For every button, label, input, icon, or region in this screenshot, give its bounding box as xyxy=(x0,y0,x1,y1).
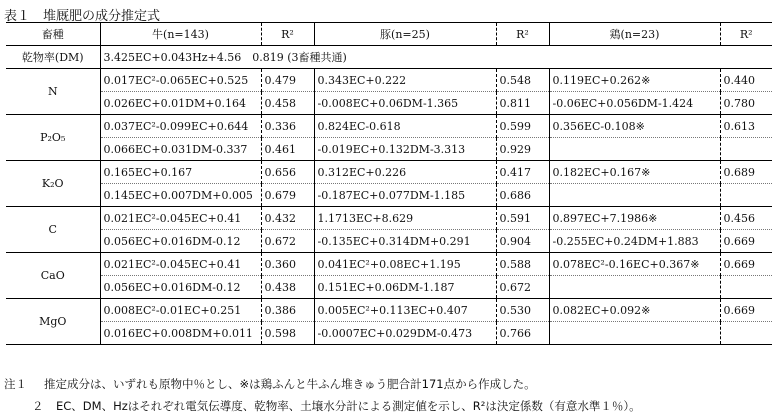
formula-cell: 0.343EC+0.222 xyxy=(314,69,496,92)
r2-cell: 0.417 xyxy=(496,161,549,184)
formula-cell: 0.056EC+0.016DM-0.12 xyxy=(100,230,261,253)
dm-formula: 3.425EC+0.043Hz+4.56 0.819 (3畜種共通) xyxy=(103,51,347,64)
table-row xyxy=(6,276,772,299)
formula-cell: 0.897EC+7.1986※ xyxy=(549,207,720,230)
formula-cell xyxy=(549,276,720,299)
formula-cell: -0.008EC+0.06DM-1.365 xyxy=(314,92,496,115)
r2-cell xyxy=(720,184,772,207)
table-row xyxy=(6,230,772,253)
r2-cell: 0.440 xyxy=(720,69,772,92)
header-r2-chicken: R² xyxy=(720,23,772,46)
formula-cell: 1.1713EC+8.629 xyxy=(314,207,496,230)
table-row xyxy=(6,161,772,184)
formula-cell: 0.082EC+0.092※ xyxy=(549,299,720,322)
r2-cell xyxy=(720,322,772,345)
r2-cell: 0.336 xyxy=(261,115,314,138)
formula-cell: 0.312EC+0.226 xyxy=(314,161,496,184)
r2-cell: 0.672 xyxy=(261,230,314,253)
formula-cell: 0.005EC²+0.113EC+0.407 xyxy=(314,299,496,322)
formula-cell: 0.182EC+0.167※ xyxy=(549,161,720,184)
component-label: CaO xyxy=(6,253,100,299)
table-caption: 表１ 堆厩肥の成分推定式 xyxy=(4,9,161,24)
note-2-label: ２ xyxy=(32,399,44,413)
r2-cell: 0.904 xyxy=(496,230,549,253)
note-1-text: 推定成分は、いずれも原物中％とし、※は鶏ふんと牛ふん堆きゅう肥合計171点から作成した。 xyxy=(44,377,536,391)
table-row xyxy=(6,253,772,276)
formula-cell: 0.017EC²-0.065EC+0.525 xyxy=(100,69,261,92)
header-cow: 牛(n=143) xyxy=(100,23,261,46)
formula-cell: -0.255EC+0.24DM+1.883 xyxy=(549,230,720,253)
formula-cell: 0.151EC+0.06DM-1.187 xyxy=(314,276,496,299)
formula-cell xyxy=(549,184,720,207)
note-2-text: EC、DM、Hzはそれぞれ電気伝導度、乾物率、土壌水分計による測定値を示し、R²は決定係数（有意水準１％）。 xyxy=(56,399,641,413)
r2-cell: 0.811 xyxy=(496,92,549,115)
r2-cell: 0.679 xyxy=(261,184,314,207)
table-row xyxy=(6,299,772,322)
table-row xyxy=(6,184,772,207)
formula-cell: 0.037EC²-0.099EC+0.644 xyxy=(100,115,261,138)
formula-cell: -0.019EC+0.132DM-3.313 xyxy=(314,138,496,161)
r2-cell: 0.360 xyxy=(261,253,314,276)
header-livestock: 畜種 xyxy=(6,23,100,46)
r2-cell xyxy=(720,138,772,161)
component-label: K₂O xyxy=(6,161,100,207)
formula-cell: 0.145EC+0.007DM+0.005 xyxy=(100,184,261,207)
formula-cell: -0.0007EC+0.029DM-0.473 xyxy=(314,322,496,345)
r2-cell: 0.780 xyxy=(720,92,772,115)
note-2 xyxy=(4,395,641,417)
r2-cell: 0.689 xyxy=(720,161,772,184)
formula-cell: 0.165EC+0.167 xyxy=(100,161,261,184)
table-notes xyxy=(4,373,641,417)
formula-cell xyxy=(549,138,720,161)
component-label: MgO xyxy=(6,299,100,345)
r2-cell: 0.588 xyxy=(496,253,549,276)
r2-cell: 0.458 xyxy=(261,92,314,115)
formula-cell: 0.016EC+0.008DM+0.011 xyxy=(100,322,261,345)
dm-label: 乾物率(DM) xyxy=(6,46,100,69)
r2-cell: 0.656 xyxy=(261,161,314,184)
r2-cell: 0.686 xyxy=(496,184,549,207)
r2-cell: 0.438 xyxy=(261,276,314,299)
formula-cell: 0.356EC-0.108※ xyxy=(549,115,720,138)
table-row xyxy=(6,138,772,161)
r2-cell: 0.479 xyxy=(261,69,314,92)
formula-cell: 0.066EC+0.031DM-0.337 xyxy=(100,138,261,161)
table-row xyxy=(6,322,772,345)
r2-cell: 0.669 xyxy=(720,299,772,322)
r2-cell: 0.672 xyxy=(496,276,549,299)
r2-cell: 0.548 xyxy=(496,69,549,92)
r2-cell: 0.766 xyxy=(496,322,549,345)
r2-cell: 0.669 xyxy=(720,230,772,253)
table-row xyxy=(6,115,772,138)
component-label: N xyxy=(6,69,100,115)
formula-cell: 0.021EC²-0.045EC+0.41 xyxy=(100,253,261,276)
formula-cell: -0.187EC+0.077DM-1.185 xyxy=(314,184,496,207)
formula-cell xyxy=(549,322,720,345)
r2-cell: 0.598 xyxy=(261,322,314,345)
formula-cell: 0.021EC²-0.045EC+0.41 xyxy=(100,207,261,230)
r2-cell: 0.591 xyxy=(496,207,549,230)
r2-cell: 0.669 xyxy=(720,253,772,276)
component-label: C xyxy=(6,207,100,253)
r2-cell: 0.456 xyxy=(720,207,772,230)
component-label: P₂O₅ xyxy=(6,115,100,161)
header-r2-cow: R² xyxy=(261,23,314,46)
header-row xyxy=(6,23,772,46)
formula-cell: 0.119EC+0.262※ xyxy=(549,69,720,92)
r2-cell: 0.929 xyxy=(496,138,549,161)
formula-cell: 0.008EC²-0.01EC+0.251 xyxy=(100,299,261,322)
r2-cell: 0.461 xyxy=(261,138,314,161)
formula-cell: 0.824EC-0.618 xyxy=(314,115,496,138)
r2-cell: 0.613 xyxy=(720,115,772,138)
table-row xyxy=(6,207,772,230)
header-pig: 豚(n=25) xyxy=(314,23,496,46)
formula-cell: 0.041EC²+0.08EC+1.195 xyxy=(314,253,496,276)
header-r2-pig: R² xyxy=(496,23,549,46)
formula-cell: 0.078EC²-0.16EC+0.367※ xyxy=(549,253,720,276)
r2-cell xyxy=(720,276,772,299)
estimation-table xyxy=(6,22,772,345)
table-row xyxy=(6,92,772,115)
r2-cell: 0.386 xyxy=(261,299,314,322)
r2-cell: 0.530 xyxy=(496,299,549,322)
formula-cell: 0.026EC+0.01DM+0.164 xyxy=(100,92,261,115)
header-chicken: 鶏(n=23) xyxy=(549,23,720,46)
formula-cell: -0.06EC+0.056DM-1.424 xyxy=(549,92,720,115)
table-row xyxy=(6,69,772,92)
r2-cell: 0.599 xyxy=(496,115,549,138)
note-1-label: 注１ xyxy=(4,377,27,391)
formula-cell: 0.056EC+0.016DM-0.12 xyxy=(100,276,261,299)
formula-cell: -0.135EC+0.314DM+0.291 xyxy=(314,230,496,253)
r2-cell: 0.432 xyxy=(261,207,314,230)
dm-row xyxy=(6,46,772,69)
note-1 xyxy=(4,373,641,395)
